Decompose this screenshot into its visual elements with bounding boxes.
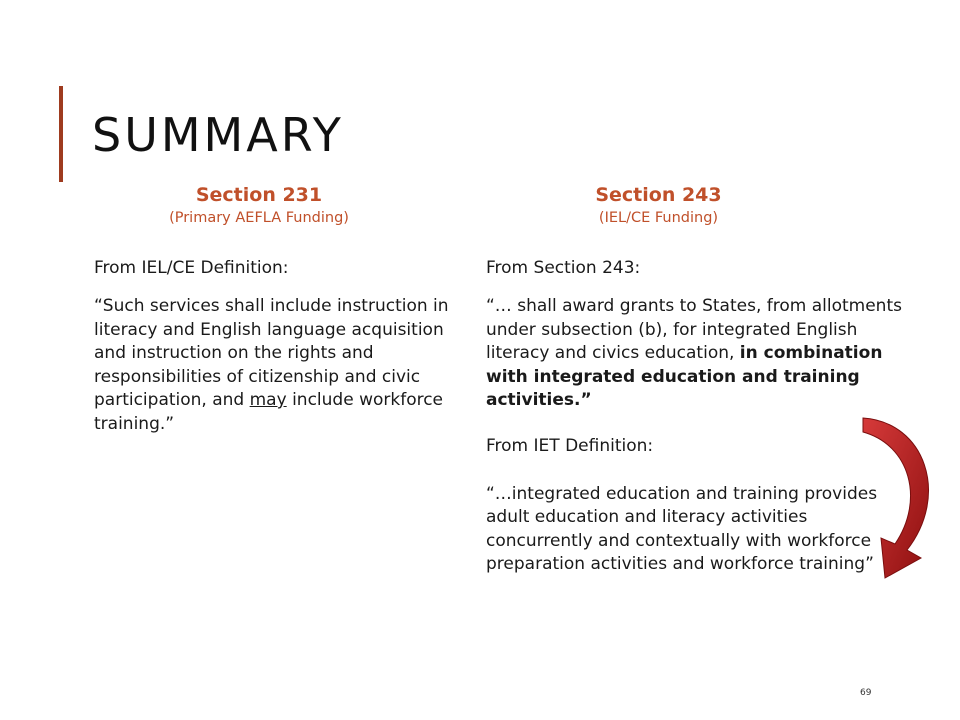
slide-title: SUMMARY (92, 108, 344, 162)
may-underlined: may (249, 390, 287, 410)
quote-text: “… shall award grants to States, from allotments under subsection (b), (486, 296, 902, 340)
quote-text: workforce preparation activities (486, 530, 872, 574)
quote-text: instruction in literacy and English language acquisition and (94, 296, 449, 363)
section-243-column (486, 183, 916, 577)
bold-quote-text: in combination with integrated education and training activities.” (486, 343, 883, 410)
quote-text: “…integrated education and training provides (486, 483, 878, 504)
section-243-quote (486, 295, 916, 413)
section-231-column (94, 183, 454, 436)
iet-definition-quote (486, 483, 916, 577)
section-243-heading (486, 183, 831, 229)
section-231-subtitle: (Primary AEFLA Funding) (169, 210, 349, 226)
section-243-subtitle: (IEL/CE Funding) (598, 210, 719, 226)
quote-text: include workforce training.” (94, 390, 444, 434)
curved-arrow-icon (855, 410, 945, 585)
quote-text: instruction on the rights and responsibilities of citizenship and civic participation, and (94, 343, 421, 410)
section-243-title: Section 243 (595, 184, 722, 206)
quote-text: and workforce training” (672, 554, 874, 574)
from-section-243: From Section 243: (486, 258, 641, 278)
from-iel-ce-definition: From IEL/CE Definition: (94, 258, 289, 278)
title-accent-bar (59, 86, 63, 182)
quote-text: “Such services shall include (94, 296, 337, 316)
page-number: 69 (860, 688, 872, 698)
quote-text: for integrated English literacy and civics education, (486, 319, 858, 363)
section-231-quote (94, 295, 454, 436)
quote-text: adult education and literacy activities concurrently and contextually with (486, 507, 808, 551)
from-iet-definition: From IET Definition: (486, 435, 654, 456)
section-231-title: Section 231 (195, 184, 323, 206)
section-231-heading (94, 183, 424, 229)
